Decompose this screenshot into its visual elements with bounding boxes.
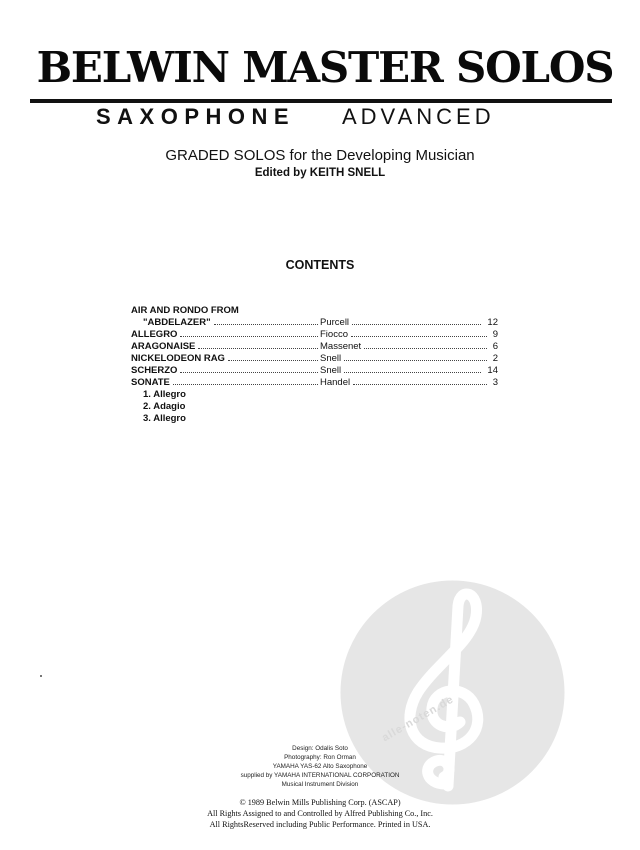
copyright-line: © 1989 Belwin Mills Publishing Corp. (ASCAP) — [239, 798, 401, 807]
instrument-label: SAXOPHONE — [96, 104, 296, 129]
toc-title: ARAGONAISE — [131, 341, 196, 352]
dot-leader — [198, 348, 318, 349]
title-rule — [30, 99, 612, 103]
credit-line: supplied by YAMAHA INTERNATIONAL CORPORATION — [240, 772, 400, 779]
toc-page: 9 — [492, 329, 498, 340]
toc-title: NICKELODEON RAG — [131, 353, 225, 364]
table-of-contents — [131, 305, 501, 425]
dot-leader — [344, 360, 487, 361]
print-speck — [40, 675, 42, 677]
toc-title: SCHERZO — [131, 365, 178, 376]
credit-line: Design: Odalis Soto — [292, 745, 348, 752]
toc-title: ALLEGRO — [131, 329, 178, 340]
toc-entry-nickelodeon-rag — [131, 353, 501, 365]
toc-page: 12 — [487, 317, 498, 328]
toc-entry-air-and-rondo — [131, 317, 501, 329]
movement-item: 2. Adagio — [143, 401, 186, 412]
main-title: BELWIN MASTER SOLOS — [36, 43, 614, 92]
toc-composer: Snell — [320, 365, 342, 376]
credit-line: Musical Instrument Division — [281, 781, 359, 788]
dot-leader — [214, 324, 318, 325]
copyright-notice — [0, 797, 640, 830]
dot-leader — [344, 372, 481, 373]
toc-page: 6 — [492, 341, 498, 352]
toc-composer: Fiocco — [320, 329, 348, 340]
toc-page: 3 — [492, 377, 498, 388]
toc-composer: Massenet — [320, 341, 362, 352]
credit-line: YAMAHA YAS-62 Alto Saxophone — [272, 763, 368, 770]
movement-item: 1. Allegro — [143, 389, 186, 400]
production-credits — [0, 744, 640, 789]
dot-leader — [228, 360, 318, 361]
toc-composer: Purcell — [320, 317, 350, 328]
toc-entry-allegro — [131, 329, 501, 341]
toc-title: "ABDELAZER" — [143, 317, 211, 328]
dot-leader — [173, 384, 318, 385]
contents-heading: CONTENTS — [285, 258, 355, 272]
sonate-movements — [131, 389, 501, 425]
dot-leader — [352, 324, 481, 325]
dot-leader — [364, 348, 487, 349]
credit-line: Photography: Ron Orman — [284, 754, 356, 761]
dot-leader — [180, 372, 318, 373]
copyright-line: All RightsReserved including Public Performance. Printed in USA. — [209, 820, 431, 829]
toc-page: 14 — [487, 365, 498, 376]
toc-title: AIR AND RONDO FROM — [131, 305, 239, 316]
dot-leader — [353, 384, 487, 385]
subtitle: GRADED SOLOS for the Developing Musician — [165, 147, 475, 164]
toc-composer: Snell — [320, 353, 342, 364]
editor-credit: Edited by KEITH SNELL — [254, 167, 386, 179]
toc-entry-air-and-rondo-line1 — [131, 305, 501, 317]
toc-entry-scherzo — [131, 365, 501, 377]
level-label: ADVANCED — [342, 104, 495, 129]
toc-page: 2 — [492, 353, 498, 364]
toc-entry-aragonaise — [131, 341, 501, 353]
dot-leader — [180, 336, 318, 337]
toc-title: SONATE — [131, 377, 170, 388]
dot-leader — [351, 336, 487, 337]
toc-composer: Handel — [320, 377, 351, 388]
movement-item: 3. Allegro — [143, 413, 186, 424]
watermark-text: alle-noten.de — [380, 693, 457, 745]
copyright-line: All Rights Assigned to and Controlled by Alfred Publishing Co., Inc. — [207, 809, 433, 818]
toc-entry-sonate — [131, 377, 501, 389]
